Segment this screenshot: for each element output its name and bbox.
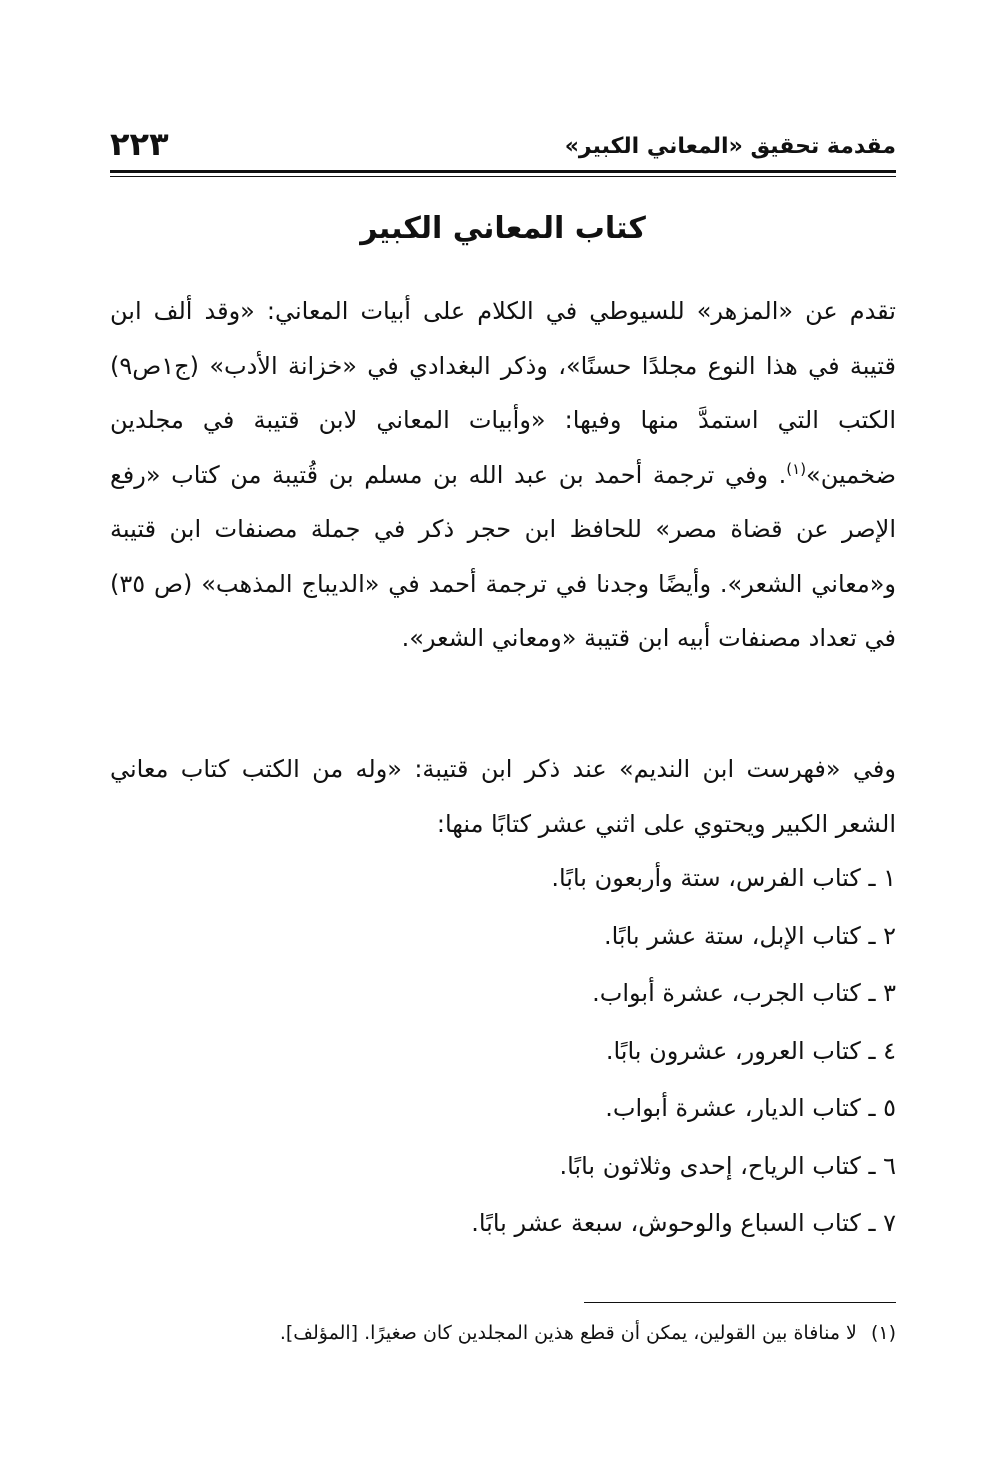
list-item: ٧ ـ كتاب السباع والوحوش، سبعة عشر بابًا. xyxy=(471,1209,896,1237)
paragraph-2: وفي «فهرست ابن النديم» عند ذكر ابن قتيبة: «وله من الكتب كتاب معاني الشعر الكبير ويحتوي على اثني عشر كتابًا منها: xyxy=(110,755,896,838)
list-item: ١ ـ كتاب الفرس، ستة وأربعون بابًا. xyxy=(551,864,896,892)
footnote-reference[interactable]: (١) xyxy=(786,459,807,478)
running-title: مقدمة تحقيق «المعاني الكبير» xyxy=(564,134,896,159)
list-item: ٤ ـ كتاب العرور، عشرون بابًا. xyxy=(605,1036,896,1065)
page-header xyxy=(110,122,896,166)
list-item: ٦ ـ كتاب الرياح، إحدى وثلاثون بابًا. xyxy=(559,1151,896,1180)
list-item: ٢ ـ كتاب الإبل، ستة عشر بابًا. xyxy=(603,921,896,950)
page-number: ٢٢٣ xyxy=(110,125,169,163)
paragraph-1-text-b: . وفي ترجمة أحمد بن عبد الله بن مسلم بن قُتيبة من كتاب «رفع الإصر عن قضاة مصر» للحافظ ابن حجر ذكر في جملة مصنفات ابن قتيبة و«معاني الشعر». وأيضًا وجدنا في ترجمة أحمد في «الديباج المذهب» (ص ٣٥) في تعداد مصنفات أبيه ابن قتيبة «ومعاني الشعر». xyxy=(110,460,896,652)
footnote-separator xyxy=(584,1302,896,1303)
book-list xyxy=(110,850,896,1253)
paragraph-1 xyxy=(110,284,944,666)
chapter-title: كتاب المعاني الكبير xyxy=(360,211,646,246)
list-item: ٣ ـ كتاب الجرب، عشرة أبواب. xyxy=(592,979,896,1007)
list-item: ٥ ـ كتاب الديار، عشرة أبواب. xyxy=(605,1094,896,1122)
footnote xyxy=(110,1318,896,1348)
header-rule-thick xyxy=(110,170,896,173)
paragraph-1-text-a: تقدم عن «المزهر» للسيوطي في الكلام على أبيات المعاني: «وقد ألف ابن قتيبة في هذا النوع مجلدًا حسنًا»، وذكر البغدادي في «خزانة الأدب» (ج١ص٩) الكتب التي استمدَّ منها وفيها: «وأبيات المعاني لابن قتيبة في مجلدين ضخمين» xyxy=(110,297,896,489)
footnote-text: لا منافاة بين القولين، يمكن أن قطع هذين المجلدين كان صغيرًا. [المؤلف]. xyxy=(279,1322,857,1344)
footnote-number: (١) xyxy=(870,1322,896,1344)
header-rule-thin xyxy=(110,176,896,177)
